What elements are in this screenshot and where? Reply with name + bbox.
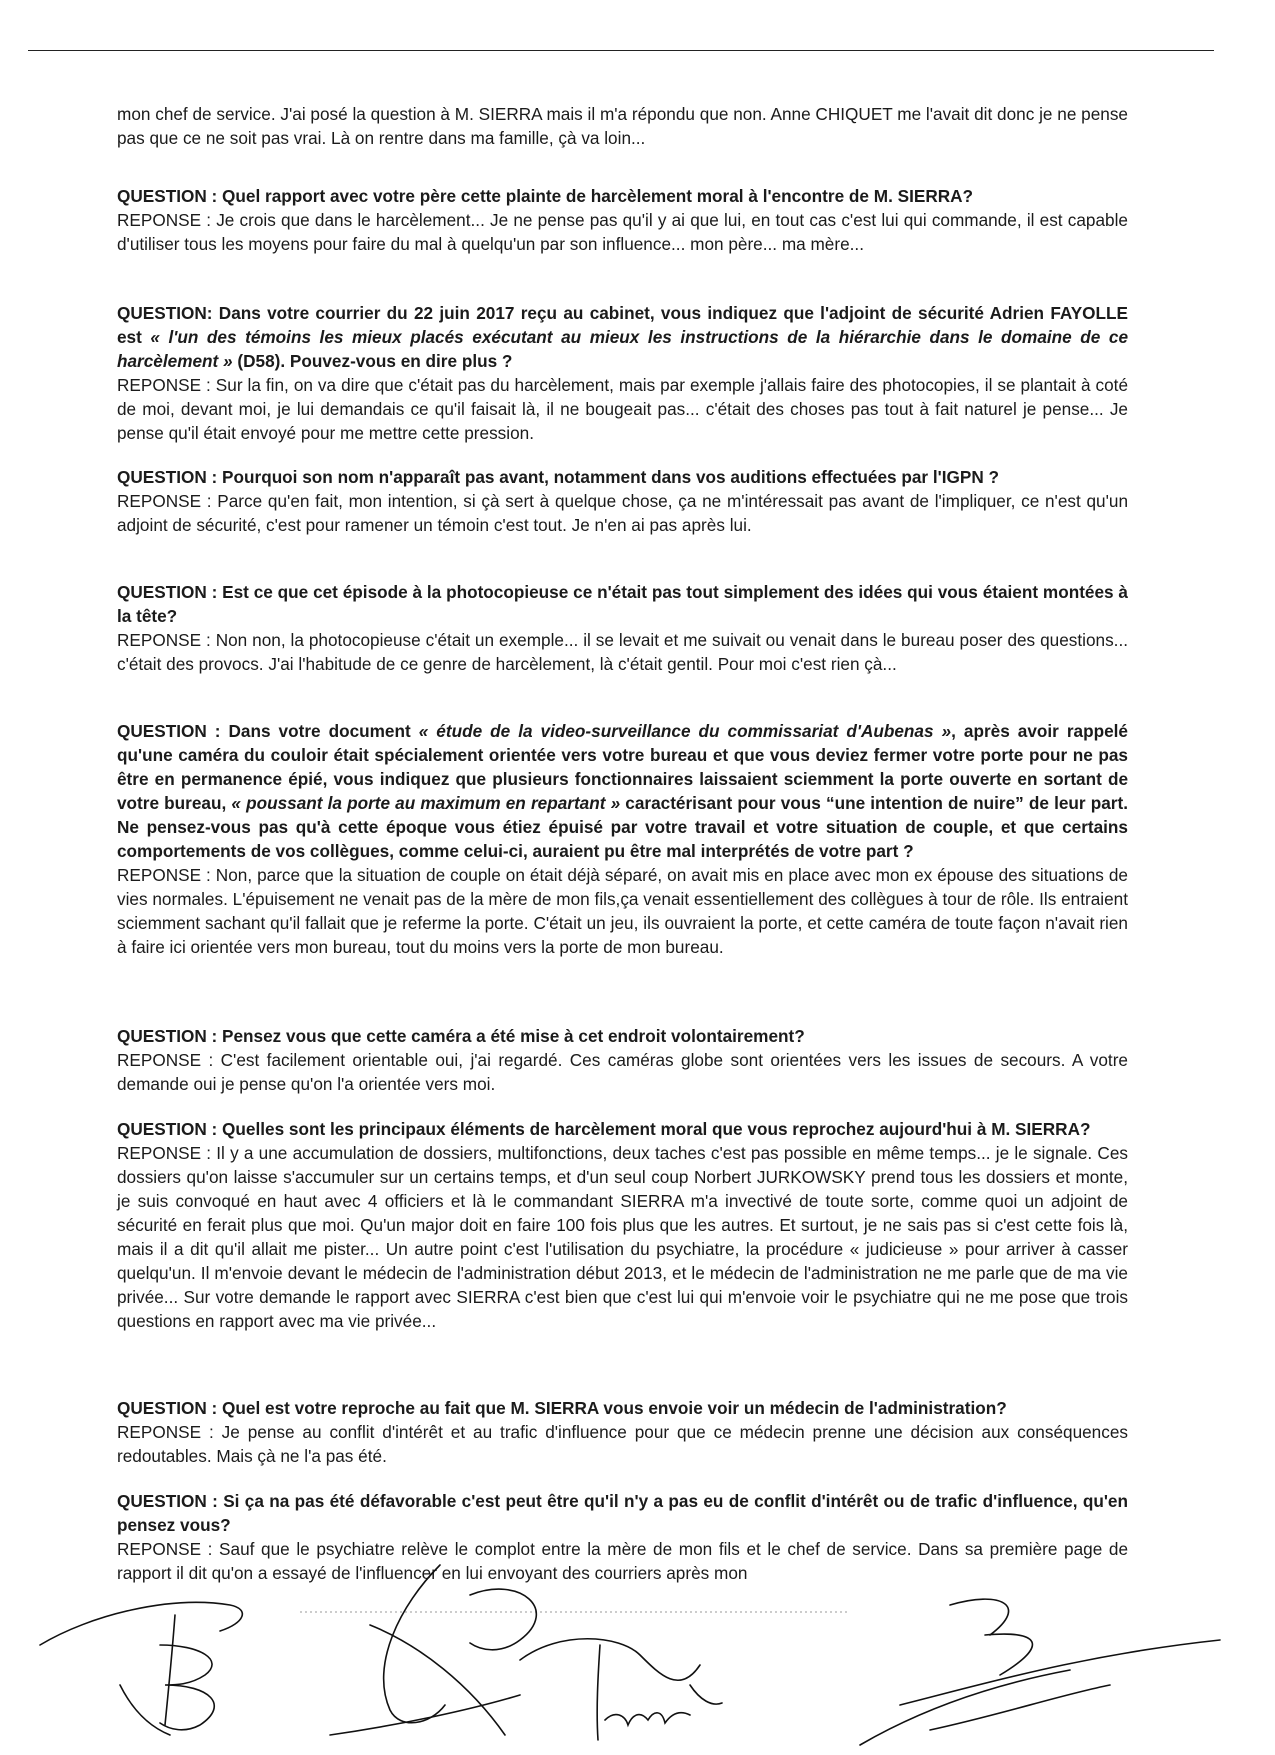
question-text: QUESTION : Si ça na pas été défavorable c'est peut être qu'il n'y a pas eu de conflit d'intérêt ou de trafic d'influence, qu'en pensez vous? xyxy=(117,1491,1128,1535)
signature-2 xyxy=(330,1565,536,1735)
signature-area xyxy=(0,1535,1275,1755)
question-text: QUESTION : Dans votre document xyxy=(117,721,419,741)
question-text: QUESTION : Pensez vous que cette caméra a été mise à cet endroit volontairement? xyxy=(117,1026,805,1046)
paragraph xyxy=(117,580,1128,676)
paragraph xyxy=(117,1024,1128,1096)
question-text: , après avoir rappelé qu'une caméra du couloir était spécialement orientée vers votre bureau et que vous deviez fermer votre porte pour ne pas être en permanence épié, vous indiquez que plusieurs fonctionnaires laissaient sciemment la porte ouverte en sortant de votre bureau, xyxy=(117,721,1128,813)
paragraph xyxy=(117,465,1128,537)
signature-4 xyxy=(860,1599,1220,1745)
paragraph xyxy=(117,1396,1128,1468)
answer-text: REPONSE : Sur la fin, on va dire que c'était pas du harcèlement, mais par exemple j'allais faire des photocopies, il se plantait à coté de moi, devant moi, je lui demandais ce qu'il faisait là, il ne bougeait pas... c'était des choses pas tout à fait naturel je pense... Je pense qu'il était envoyé pour me mettre cette pression. xyxy=(117,375,1128,443)
paragraph xyxy=(117,102,1128,150)
question-text: « poussant la porte au maximum en repartant » xyxy=(231,793,621,813)
signature-1 xyxy=(40,1602,242,1735)
answer-text: REPONSE : Non, parce que la situation de couple on était déjà séparé, on avait mis en place avec mon ex épouse des situations de vies normales. L'épuisement ne venait pas de la mère de mon fils,ça venait essentiellement des collègues à tour de rôle. Ils entraient sciemment sachant qu'il fallait que je referme la porte. C'était un jeu, ils ouvraient la porte, et cette caméra de toute façon n'avait rien à faire ici orientée vers mon bureau, tout du moins vers la porte de mon bureau. xyxy=(117,865,1128,957)
answer-text: REPONSE : Je crois que dans le harcèlement... Je ne pense pas qu'il y ai que lui, en tout cas c'est lui qui commande, il est capable d'utiliser tous les moyens pour faire du mal à quelqu'un par son influence... mon père... ma mère... xyxy=(117,210,1128,254)
paragraph xyxy=(117,719,1128,959)
question-text: QUESTION: Dans votre courrier du 22 juin 2017 reçu au cabinet, vous indiquez que l'adjoint de sécurité Adrien FAYOLLE est xyxy=(117,303,1128,347)
question-text: QUESTION : Quel est votre reproche au fait que M. SIERRA vous envoie voir un médecin de l'administration? xyxy=(117,1398,1007,1418)
paragraph xyxy=(117,184,1128,256)
paragraph xyxy=(117,1117,1128,1333)
answer-text: REPONSE : Je pense au conflit d'intérêt et au trafic d'influence pour que ce médecin prenne une décision aux conséquences redoutables. Mais çà ne l'a pas été. xyxy=(117,1422,1128,1466)
answer-text: REPONSE : Il y a une accumulation de dossiers, multifonctions, deux taches c'est pas possible en même temps... je le signale. Ces dossiers qu'on laisse s'accumuler sur un certains temps, et d'un seul coup Norbert JURKOWSKY prend tous les dossiers et monte, je suis convoqué en haut avec 4 officiers et là le commandant SIERRA m'a invectivé de toute sorte, comme quoi un adjoint de sécurité en ferait plus que moi. Qu'un major doit en faire 100 fois plus que les autres. Et surtout, je ne sais pas si c'est cette fois là, mais il a dit qu'il allait me pister... Un autre point c'est l'utilisation du psychiatre, la procédure « judicieuse » pour arriver à casser quelqu'un. Il m'envoie devant le médecin de l'administration début 2013, et le médecin de l'administration ne me parle que de ma vie privée... Sur votre demande le rapport avec SIERRA c'est bien que c'est lui qui m'envoie voir le psychiatre qui ne me pose que trois questions en rapport avec ma vie privée... xyxy=(117,1143,1128,1331)
answer-text: mon chef de service. J'ai posé la question à M. SIERRA mais il m'a répondu que non. Anne CHIQUET me l'avait dit donc je ne pense pas que ce ne soit pas vrai. Là on rentre dans ma famille, çà va loin... xyxy=(117,104,1128,148)
answer-text: REPONSE : Parce qu'en fait, mon intention, si çà sert à quelque chose, ça ne m'intéressait pas avant de l'impliquer, ce n'est qu'un adjoint de sécurité, c'est pour ramener un témoin c'est tout. Je n'en ai pas après lui. xyxy=(117,491,1128,535)
top-rule xyxy=(28,50,1214,51)
paragraph xyxy=(117,301,1128,445)
answer-text: REPONSE : Non non, la photocopieuse c'était un exemple... il se levait et me suivait ou venait dans le bureau poser des questions... c'était des provocs. J'ai l'habitude de ce genre de harcèlement, là c'était gentil. Pour moi c'est rien çà... xyxy=(117,630,1128,674)
signature-3 xyxy=(520,1639,722,1740)
question-text: QUESTION : Quelles sont les principaux éléments de harcèlement moral que vous reprochez aujourd'hui à M. SIERRA? xyxy=(117,1119,1091,1139)
question-text: caractérisant pour vous “une intention de nuire” de leur part. Ne pensez-vous pas qu'à cette époque vous étiez épuisé par votre travail et votre situation de couple, et que certains comportements de vos collègues, comme celui-ci, auraient pu être mal interprétés de votre part ? xyxy=(117,793,1128,861)
question-text: QUESTION : Quel rapport avec votre père cette plainte de harcèlement moral à l'encontre de M. SIERRA? xyxy=(117,186,974,206)
question-text: (D58). Pouvez-vous en dire plus ? xyxy=(232,351,513,371)
question-text: « l'un des témoins les mieux placés exécutant au mieux les instructions de la hiérarchie dans le domaine de ce harcèlement » xyxy=(117,327,1129,371)
question-text: QUESTION : Pourquoi son nom n'apparaît pas avant, notamment dans vos auditions effectuées par l'IGPN ? xyxy=(117,467,1000,487)
answer-text: REPONSE : Sauf que le psychiatre relève le complot entre la mère de mon fils et le chef de service. Dans sa première page de rapport il dit qu'on a essayé de l'influencer en lui envoyant des courriers après mon xyxy=(117,1539,1128,1583)
question-text: « étude de la video-surveillance du commissariat d'Aubenas » xyxy=(418,721,952,741)
answer-text: REPONSE : C'est facilement orientable oui, j'ai regardé. Ces caméras globe sont orientées vers les issues de secours. A votre demande oui je pense qu'on l'a orientée vers moi. xyxy=(117,1050,1128,1094)
question-text: QUESTION : Est ce que cet épisode à la photocopieuse ce n'était pas tout simplement des idées qui vous étaient montées à la tête? xyxy=(117,582,1128,626)
